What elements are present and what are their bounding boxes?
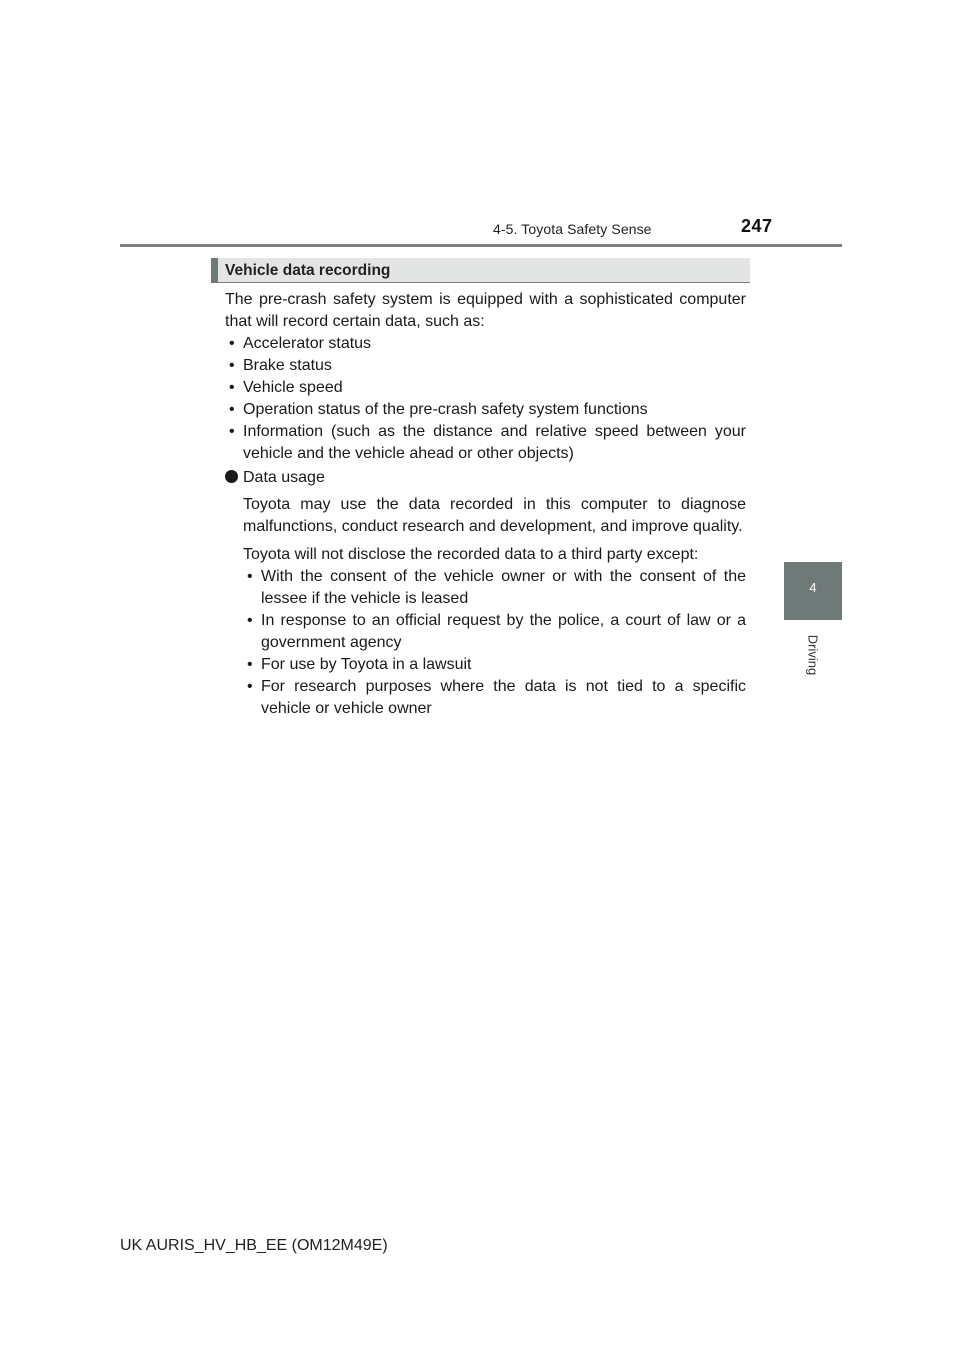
list-item-text: For use by Toyota in a lawsuit bbox=[261, 656, 472, 673]
data-usage-body bbox=[225, 494, 746, 720]
chapter-tab bbox=[784, 562, 842, 620]
list-item-text: Brake status bbox=[243, 357, 332, 374]
disclosure-paragraph: Toyota will not disclose the recorded data to a third party except: bbox=[243, 546, 699, 563]
list-item bbox=[225, 377, 746, 399]
list-item bbox=[243, 566, 746, 610]
running-header-section: 4-5. Toyota Safety Sense bbox=[493, 221, 652, 237]
list-item-text: Operation status of the pre-crash safety system functions bbox=[243, 401, 648, 418]
list-item-text: For research purposes where the data is not tied to a specific vehicle or vehicle owner bbox=[261, 678, 746, 717]
list-item bbox=[225, 355, 746, 377]
list-item-text: Accelerator status bbox=[243, 335, 372, 352]
section-heading-bar bbox=[211, 258, 750, 283]
list-item-text: Vehicle speed bbox=[243, 379, 343, 396]
filled-circle-icon bbox=[225, 470, 238, 483]
list-item bbox=[243, 654, 746, 676]
list-item-text: In response to an official request by the police, a court of law or a government agency bbox=[261, 612, 746, 651]
list-item bbox=[243, 676, 746, 720]
bullet-icon: • bbox=[247, 656, 253, 673]
bullet-icon: • bbox=[247, 612, 253, 629]
manual-code: UK AURIS_HV_HB_EE (OM12M49E) bbox=[120, 1237, 388, 1254]
list-item bbox=[225, 399, 746, 421]
section-title: Vehicle data recording bbox=[225, 262, 391, 279]
chapter-number: 4 bbox=[809, 580, 817, 595]
page-number: 247 bbox=[741, 216, 773, 236]
data-usage-heading bbox=[225, 467, 746, 489]
header-divider bbox=[120, 244, 842, 247]
data-usage-paragraph: Toyota may use the data recorded in this computer to diagnose malfunctions, conduct research and development, and improve quality. bbox=[243, 496, 746, 535]
chapter-label bbox=[803, 630, 823, 680]
bullet-icon: • bbox=[247, 678, 253, 695]
bullet-icon: • bbox=[229, 357, 235, 374]
intro-paragraph: The pre-crash safety system is equipped with a sophisticated computer that will record certain data, such as: bbox=[225, 291, 746, 330]
list-item bbox=[225, 333, 746, 355]
bullet-icon: • bbox=[229, 423, 235, 440]
recorded-data-list bbox=[225, 333, 746, 465]
bullet-icon: • bbox=[229, 379, 235, 396]
data-usage-heading-text: Data usage bbox=[243, 469, 325, 486]
list-item-text: With the consent of the vehicle owner or with the consent of the lessee if the vehicle is leased bbox=[261, 568, 746, 607]
section-body bbox=[225, 289, 746, 720]
list-item bbox=[225, 421, 746, 465]
chapter-label-text: Driving bbox=[805, 634, 821, 676]
bullet-icon: • bbox=[229, 335, 235, 352]
bullet-icon: • bbox=[229, 401, 235, 418]
list-item bbox=[243, 610, 746, 654]
list-item-text: Information (such as the distance and relative speed between your vehicle and the vehicle ahead or other objects) bbox=[243, 423, 746, 462]
bullet-icon: • bbox=[247, 568, 253, 585]
disclosure-exceptions-list bbox=[243, 566, 746, 720]
